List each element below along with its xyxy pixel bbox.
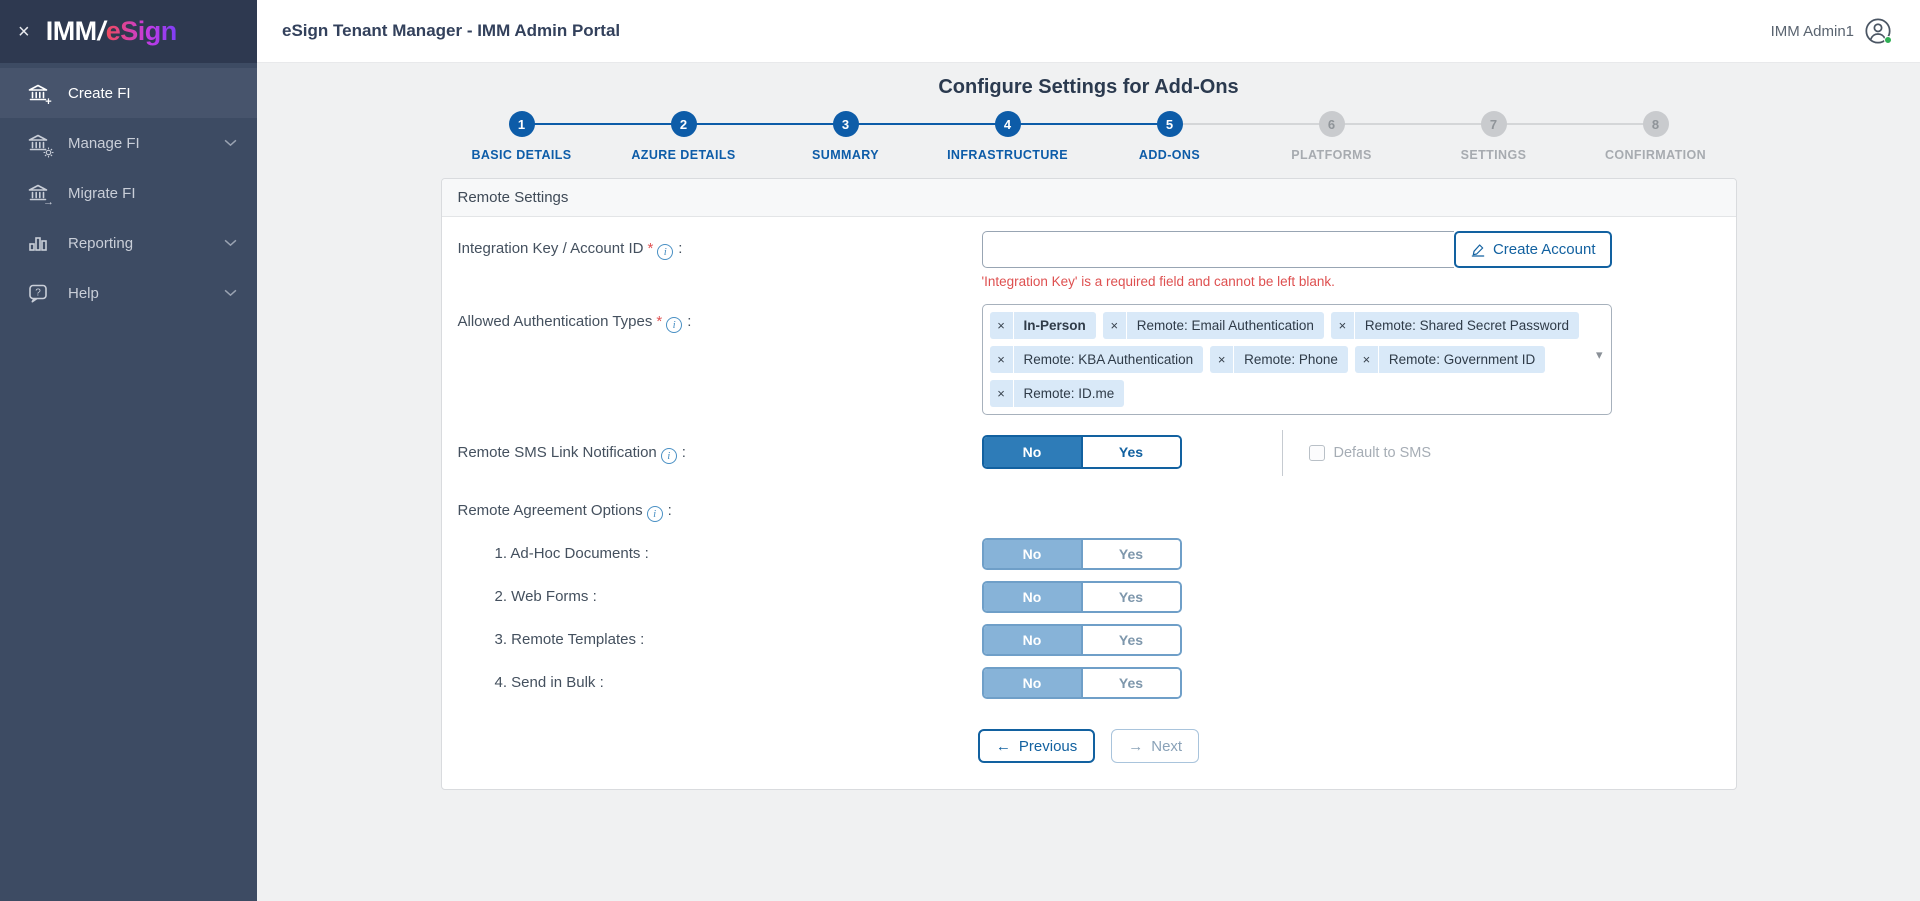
page-content <box>257 63 1920 901</box>
chevron-down-icon <box>224 139 237 147</box>
sidebar-item-migrate-fi[interactable] <box>0 168 257 218</box>
svg-text:?: ? <box>35 287 41 299</box>
web-forms-label: 2. Web Forms : <box>494 588 597 605</box>
create-account-button[interactable] <box>1454 231 1612 268</box>
step-infrastructure[interactable] <box>927 111 1089 162</box>
remove-tag-icon[interactable]: × <box>990 312 1014 339</box>
bank-arrow-icon: → <box>26 181 50 205</box>
sidebar-item-label: Reporting <box>68 234 134 252</box>
integration-key-label: Integration Key / Account ID * i : <box>457 240 683 258</box>
web-forms-row <box>442 581 1736 613</box>
chevron-down-icon <box>224 239 237 247</box>
toggle-yes-button[interactable]: Yes <box>1081 583 1180 611</box>
step-label: BASIC DETAILS <box>471 148 572 162</box>
send-in-bulk-row <box>442 667 1736 699</box>
remove-tag-icon[interactable]: × <box>1355 346 1379 373</box>
send-in-bulk-toggle <box>982 667 1182 699</box>
sidebar-menu <box>0 63 257 318</box>
wizard-nav <box>442 729 1736 763</box>
adhoc-documents-toggle <box>982 538 1182 570</box>
step-label: CONFIRMATION <box>1604 148 1707 162</box>
auth-tag-idme: × Remote: ID.me <box>990 380 1125 407</box>
toggle-yes-button[interactable]: Yes <box>1081 669 1180 697</box>
panel-title: Remote Settings <box>442 179 1736 217</box>
integration-key-input[interactable] <box>982 231 1454 268</box>
step-number: 5 <box>1157 111 1183 137</box>
remove-tag-icon[interactable]: × <box>990 346 1014 373</box>
toggle-no-button[interactable]: No <box>984 669 1081 697</box>
remote-templates-row <box>442 624 1736 656</box>
info-icon[interactable]: i <box>666 317 682 333</box>
previous-button[interactable] <box>978 729 1095 763</box>
validation-error: 'Integration Key' is a required field and cannot be left blank. <box>981 274 1335 289</box>
step-label: SUMMARY <box>812 148 879 162</box>
toggle-no-button[interactable]: No <box>984 540 1081 568</box>
required-asterisk: * <box>647 240 654 257</box>
agreement-options-row <box>442 493 1736 522</box>
info-icon[interactable]: i <box>661 448 677 464</box>
bar-chart-icon <box>26 231 50 255</box>
remove-tag-icon[interactable]: × <box>990 380 1014 407</box>
create-account-label: Create Account <box>1492 241 1596 258</box>
info-icon[interactable]: i <box>647 506 663 522</box>
integration-key-row <box>442 231 1736 289</box>
right-arrow-icon: → <box>1128 737 1144 755</box>
sidebar-item-help[interactable] <box>0 268 257 318</box>
agreement-options-label: Remote Agreement Options i : <box>457 502 672 520</box>
sidebar-item-label: Manage FI <box>68 134 140 152</box>
adhoc-documents-label: 1. Ad-Hoc Documents : <box>494 545 649 562</box>
step-label: INFRASTRUCTURE <box>947 148 1068 162</box>
page-title: Configure Settings for Add-Ons <box>938 76 1239 98</box>
auth-tag-government-id: × Remote: Government ID <box>1355 346 1545 373</box>
remote-settings-panel <box>441 178 1737 790</box>
sms-toggle-yes-button[interactable]: Yes <box>1081 437 1180 467</box>
next-label: Next <box>1151 737 1183 755</box>
step-settings[interactable] <box>1413 111 1575 162</box>
dropdown-caret-icon[interactable]: ▾ <box>1595 347 1603 362</box>
wizard-stepper <box>441 111 1737 162</box>
sidebar-item-create-fi[interactable] <box>0 68 257 118</box>
step-azure-details[interactable] <box>603 111 765 162</box>
imm-esign-logo: IMM/eSign <box>45 16 177 46</box>
step-label: SETTINGS <box>1460 148 1527 162</box>
send-in-bulk-label: 4. Send in Bulk : <box>494 674 604 691</box>
previous-label: Previous <box>1018 737 1078 755</box>
toggle-yes-button[interactable]: Yes <box>1081 540 1180 568</box>
adhoc-documents-row <box>442 538 1736 570</box>
topbar <box>257 0 1920 63</box>
remove-tag-icon[interactable]: × <box>1103 312 1127 339</box>
remote-templates-label: 3. Remote Templates : <box>494 631 645 648</box>
info-icon[interactable]: i <box>657 244 673 260</box>
step-number: 6 <box>1319 111 1345 137</box>
step-number: 2 <box>671 111 697 137</box>
step-number: 7 <box>1481 111 1507 137</box>
step-label: PLATFORMS <box>1291 148 1372 162</box>
step-basic-details[interactable] <box>441 111 603 162</box>
left-arrow-icon: ← <box>995 737 1011 755</box>
user-name: IMM Admin1 <box>1770 22 1854 40</box>
sms-notification-label: Remote SMS Link Notification i : <box>457 444 686 462</box>
chevron-down-icon <box>224 289 237 297</box>
toggle-no-button[interactable]: No <box>984 583 1081 611</box>
sidebar <box>0 0 257 901</box>
step-label: ADD-ONS <box>1138 148 1201 162</box>
auth-tag-in-person: × In-Person <box>990 312 1096 339</box>
bank-plus-icon: + <box>26 81 50 105</box>
sidebar-item-label: Help <box>68 284 99 302</box>
auth-tag-kba: × Remote: KBA Authentication <box>990 346 1204 373</box>
next-button[interactable] <box>1111 729 1199 763</box>
sidebar-close-icon[interactable]: × <box>18 20 30 43</box>
step-number: 8 <box>1643 111 1669 137</box>
vertical-divider <box>1282 430 1283 476</box>
web-forms-toggle <box>982 581 1182 613</box>
step-number: 1 <box>509 111 535 137</box>
sms-toggle <box>982 435 1182 469</box>
step-number: 4 <box>995 111 1021 137</box>
toggle-no-button[interactable]: No <box>984 626 1081 654</box>
remove-tag-icon[interactable]: × <box>1210 346 1234 373</box>
sms-toggle-no-button[interactable]: No <box>984 437 1081 467</box>
sidebar-item-reporting[interactable] <box>0 218 257 268</box>
step-number: 3 <box>833 111 859 137</box>
signature-icon <box>1470 242 1486 258</box>
remote-templates-toggle <box>982 624 1182 656</box>
auth-tag-phone: × Remote: Phone <box>1210 346 1348 373</box>
remove-tag-icon[interactable]: × <box>1331 312 1355 339</box>
user-menu[interactable] <box>1771 17 1892 45</box>
step-platforms[interactable] <box>1251 111 1413 162</box>
step-confirmation[interactable] <box>1575 111 1737 162</box>
step-label: AZURE DETAILS <box>631 148 736 162</box>
step-add-ons[interactable] <box>1089 111 1251 162</box>
user-avatar-icon[interactable] <box>1864 17 1892 45</box>
auth-tag-email: × Remote: Email Authentication <box>1103 312 1324 339</box>
auth-types-label: Allowed Authentication Types * i : <box>457 313 692 331</box>
sms-notification-row <box>442 435 1736 469</box>
required-asterisk: * <box>656 313 663 330</box>
online-status-dot <box>1884 36 1892 44</box>
default-to-sms-checkbox[interactable] <box>1309 445 1325 461</box>
sidebar-item-manage-fi[interactable] <box>0 118 257 168</box>
sidebar-item-label: Migrate FI <box>68 184 136 202</box>
app-title: eSign Tenant Manager - IMM Admin Portal <box>282 21 621 40</box>
bank-gear-icon <box>26 131 50 155</box>
default-to-sms-label: Default to SMS <box>1333 445 1432 461</box>
logo-strip <box>0 0 257 63</box>
auth-tag-shared-secret: × Remote: Shared Secret Password <box>1331 312 1579 339</box>
default-to-sms-option <box>1309 445 1432 461</box>
sidebar-item-label: Create FI <box>68 84 131 102</box>
step-summary[interactable] <box>765 111 927 162</box>
auth-types-row <box>442 304 1736 415</box>
help-bubble-icon <box>26 281 50 305</box>
toggle-yes-button[interactable]: Yes <box>1081 626 1180 654</box>
auth-types-multiselect[interactable] <box>982 304 1612 415</box>
